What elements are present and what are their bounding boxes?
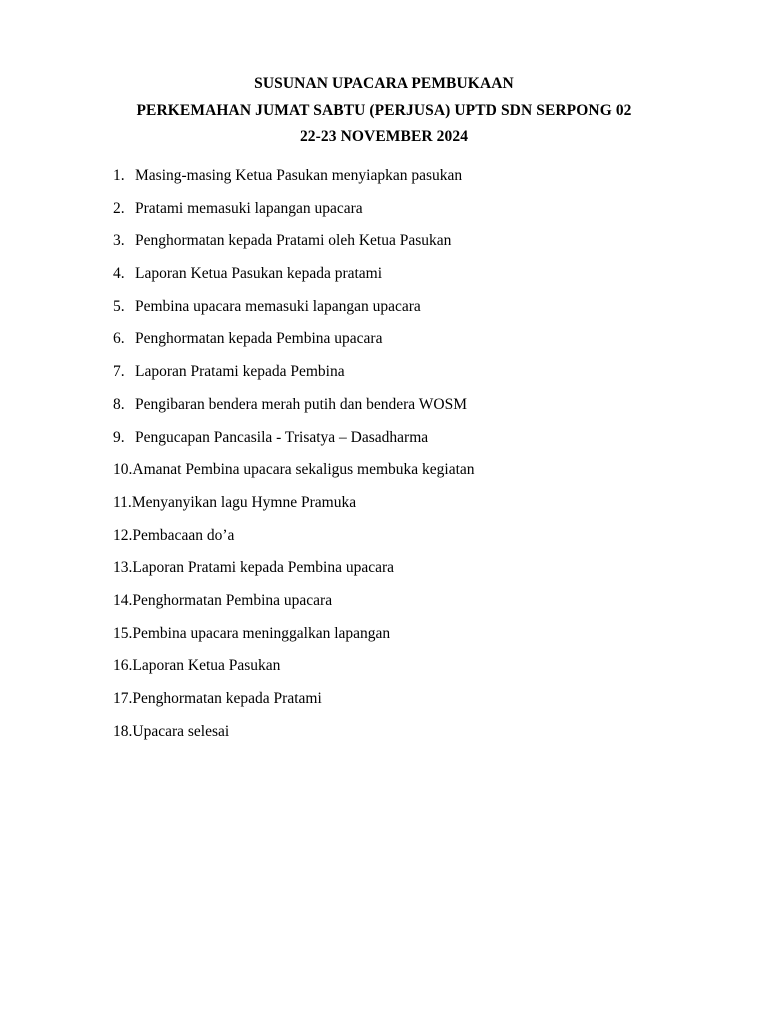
list-item-text: Masing-masing Ketua Pasukan menyiapkan pasukan (135, 167, 463, 184)
list-item-number: 1. (113, 167, 125, 184)
list-item-text: Penghormatan kepada Pratami oleh Ketua Pasukan (135, 232, 452, 250)
list-item-number: 6. (113, 330, 125, 348)
list-item-number: 15. (113, 624, 133, 642)
list-item-number: 2. (113, 199, 125, 217)
list-item (113, 296, 733, 329)
list-item-text: Pengibaran bendera merah putih dan bendera WOSM (135, 395, 467, 413)
list-item-text: Amanat Pembina upacara sekaligus membuka kegiatan (132, 461, 475, 479)
list-item (113, 688, 733, 721)
list-item-number: 16. (113, 657, 133, 675)
list-item-text: Pratami memasuki lapangan upacara (135, 199, 363, 217)
list-item-number: 13. (113, 559, 133, 577)
list-item (113, 492, 733, 525)
list-item-number: 4. (113, 265, 125, 283)
list-item (113, 525, 733, 558)
list-item-number: 12. (113, 526, 133, 544)
list-item-number: 10. (113, 461, 133, 479)
list-item (113, 590, 733, 623)
list-item (113, 394, 733, 427)
list-item (113, 361, 733, 394)
list-item-number: 8. (113, 395, 125, 413)
list-item (113, 230, 733, 263)
list-item-text: Pembina upacara memasuki lapangan upacara (135, 297, 421, 315)
list-item-text: Laporan Pratami kepada Pembina (135, 363, 345, 381)
list-item (113, 165, 733, 198)
ceremony-steps-list (113, 165, 733, 753)
list-item-text: Penghormatan kepada Pratami (132, 690, 322, 707)
list-item-text: Menyanyikan lagu Hymne Pramuka (131, 493, 357, 511)
list-item-text: Upacara selesai (132, 722, 230, 740)
list-item-number: 17. (113, 690, 133, 707)
list-item (113, 328, 733, 361)
list-item-text: Pembina upacara meninggalkan lapangan (132, 624, 391, 642)
document-subtitle: PERKEMAHAN JUMAT SABTU (PERJUSA) UPTD SDN SERPONG 02 (136, 101, 632, 119)
list-item-text: Penghormatan kepada Pembina upacara (135, 330, 383, 348)
list-item-text: Penghormatan Pembina upacara (132, 591, 333, 609)
list-item-number: 7. (113, 363, 125, 381)
list-item-text: Pembacaan do’a (132, 526, 235, 544)
list-item (113, 721, 733, 754)
list-item (113, 655, 733, 688)
list-item (113, 623, 733, 656)
list-item (113, 427, 733, 460)
list-item-number: 5. (113, 297, 125, 315)
list-item (113, 459, 733, 492)
list-item-text: Laporan Ketua Pasukan (132, 657, 281, 675)
list-item-number: 9. (113, 428, 125, 446)
list-item (113, 198, 733, 231)
list-item (113, 263, 733, 296)
list-item-number: 11. (113, 493, 132, 511)
list-item-text: Laporan Pratami kepada Pembina upacara (132, 559, 395, 577)
list-item-number: 14. (113, 591, 133, 609)
list-item (113, 557, 733, 590)
list-item-text: Pengucapan Pancasila - Trisatya – Dasadharma (135, 428, 429, 446)
list-item-number: 18. (113, 722, 133, 740)
document-header (0, 71, 768, 151)
document-title: SUSUNAN UPACARA PEMBUKAAN (254, 75, 514, 92)
document-date: 22-23 NOVEMBER 2024 (299, 128, 469, 145)
list-item-text: Laporan Ketua Pasukan kepada pratami (135, 265, 383, 283)
list-item-number: 3. (113, 232, 125, 250)
